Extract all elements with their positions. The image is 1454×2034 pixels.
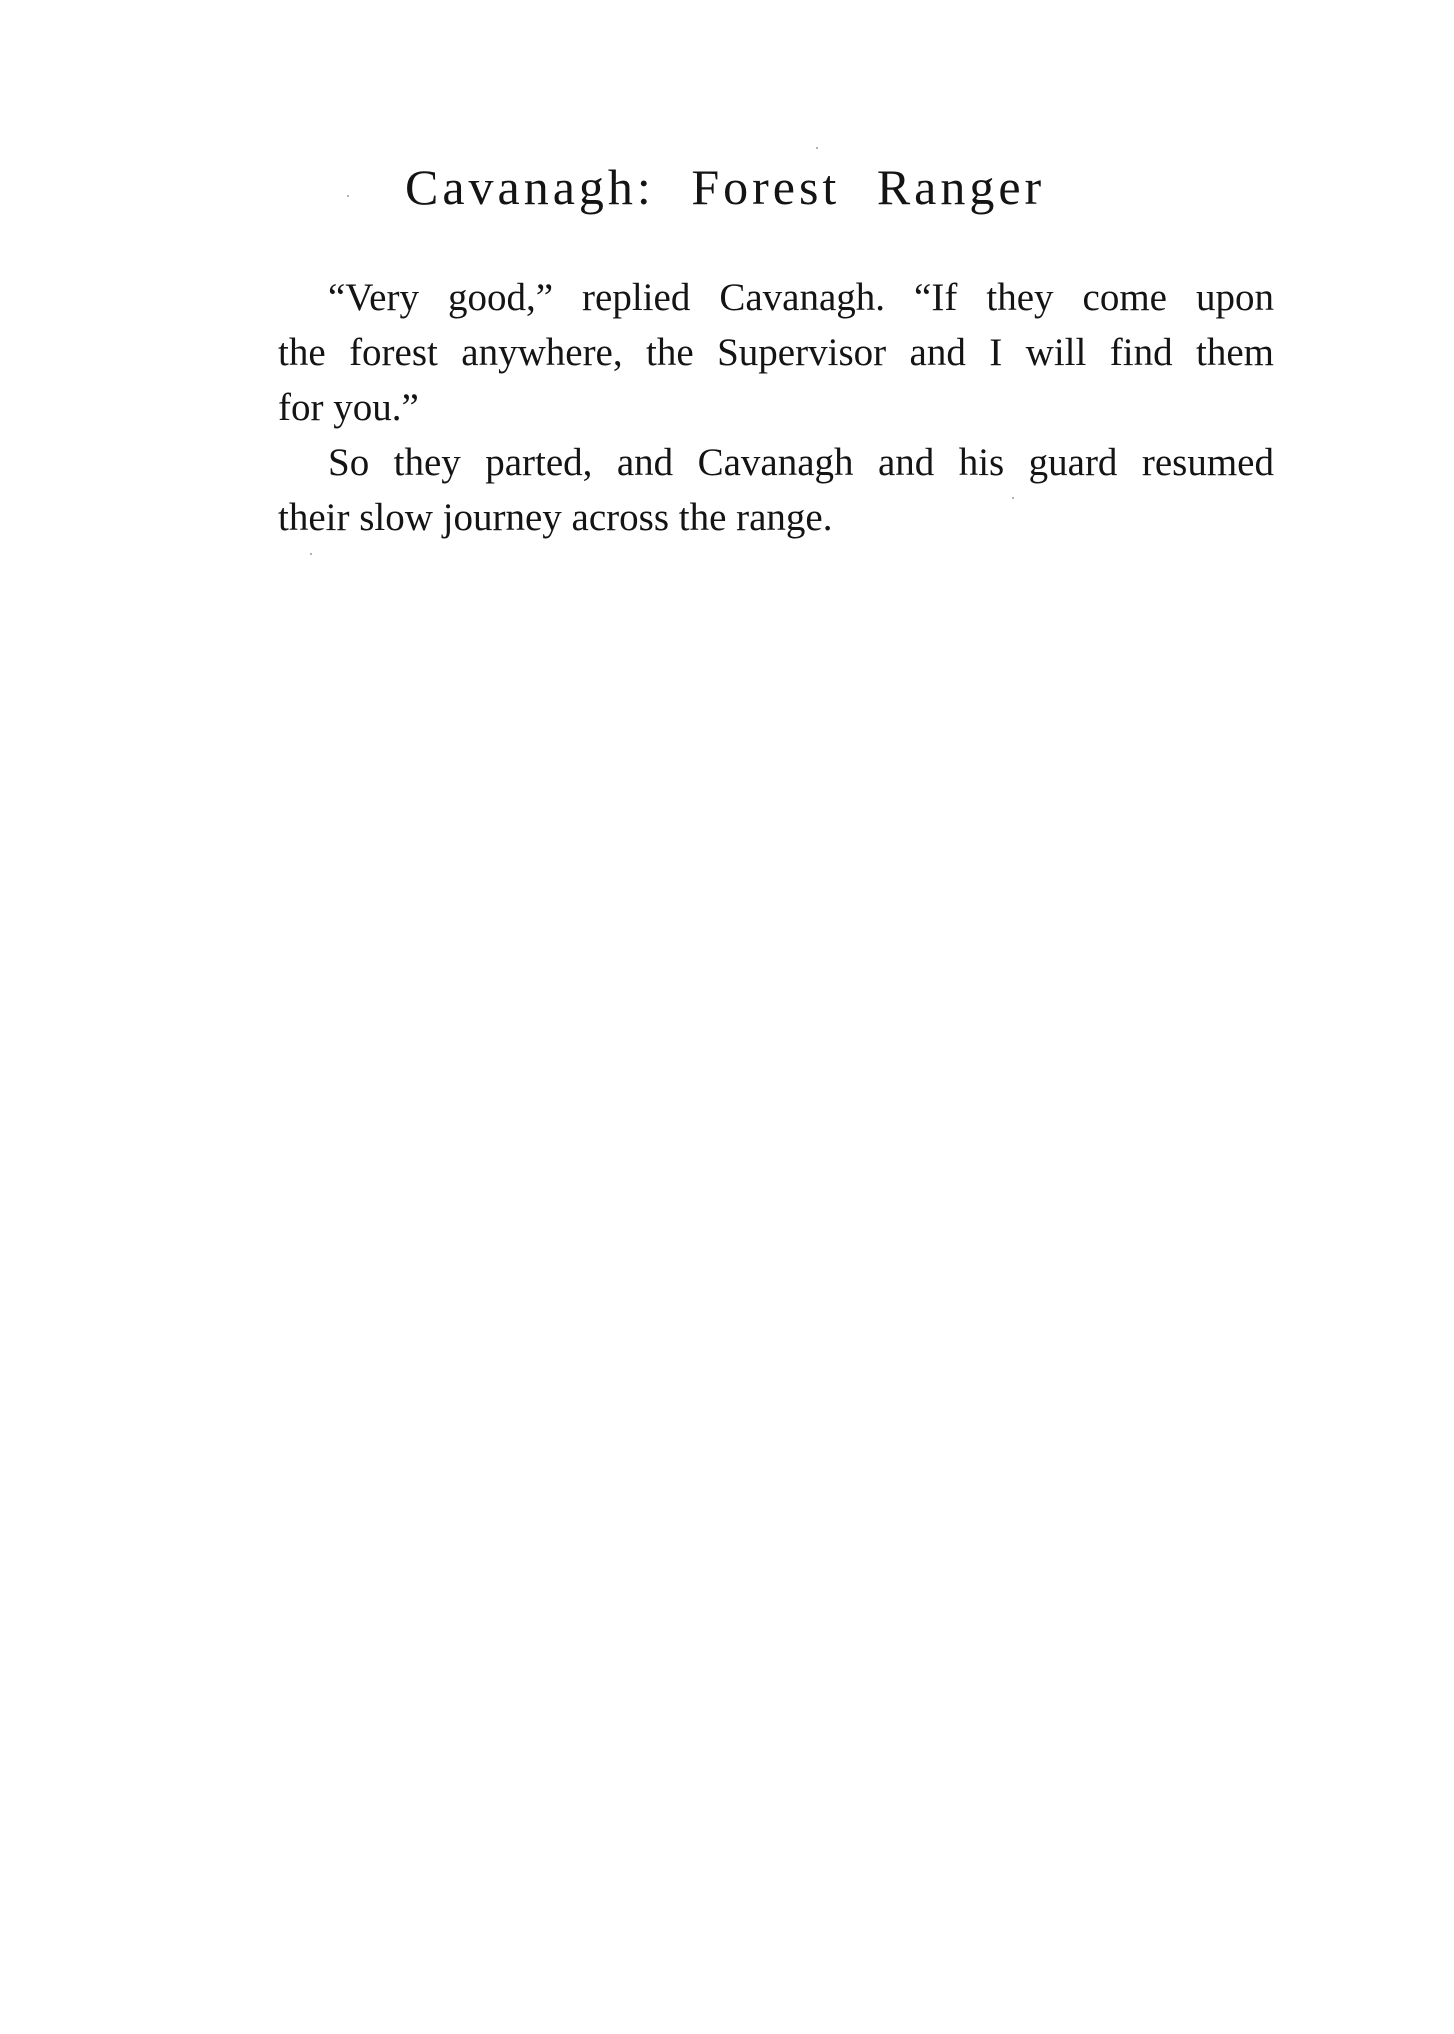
text-line: So they parted, and Cavanagh and his guard resumed: [328, 441, 1274, 484]
paragraph: [278, 270, 1274, 435]
body-text: [278, 270, 1274, 545]
scan-speck: [310, 553, 312, 555]
scan-speck: [816, 147, 818, 149]
scan-speck: [347, 195, 349, 197]
text-line: “Very good,” replied Cavanagh. “If they come upon: [328, 276, 1274, 319]
running-head: Cavanagh: Forest Ranger: [405, 159, 1046, 215]
text-line: for you.”: [278, 386, 419, 429]
paragraph: [278, 435, 1274, 545]
text-line: the forest anywhere, the Supervisor and I will find them: [278, 331, 1274, 374]
scan-speck: [1012, 497, 1014, 499]
text-line: their slow journey across the range.: [278, 496, 833, 539]
